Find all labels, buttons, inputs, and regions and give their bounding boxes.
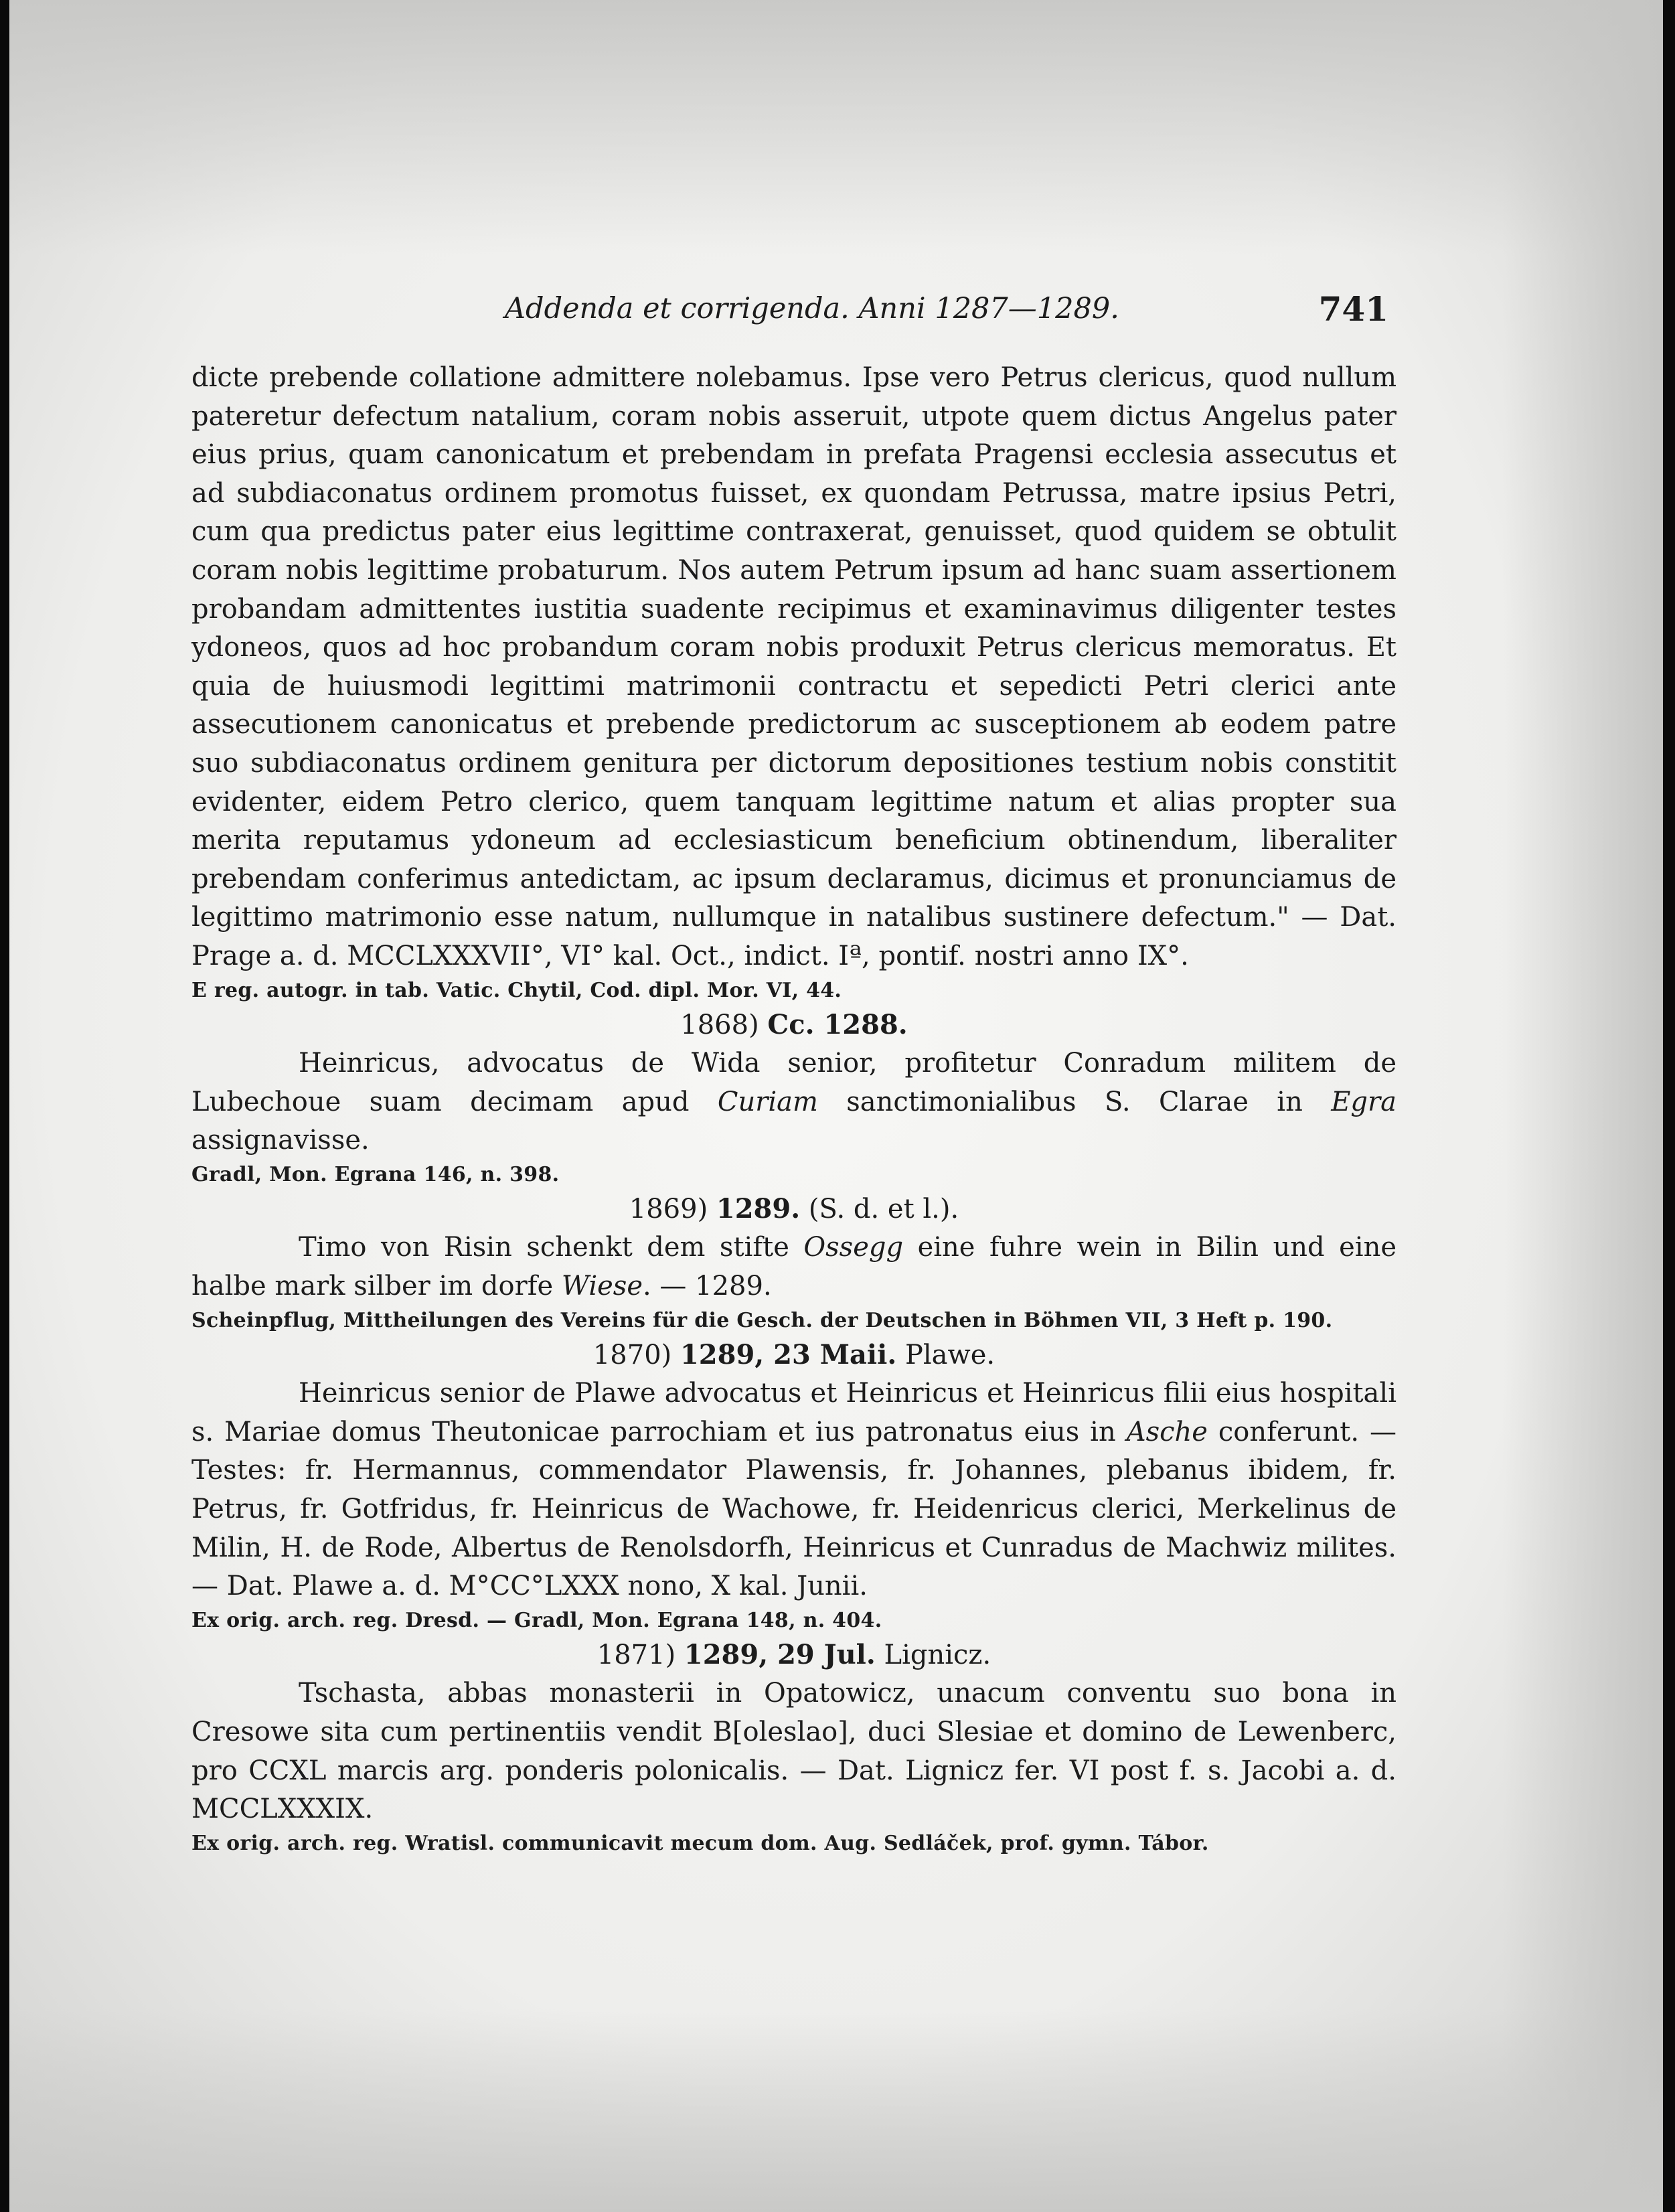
bottom-shadow (9, 2008, 1663, 2212)
entry-text: Heinricus, advocatus de Wida senior, profitetur Conradum militem de Lubechoue suam decimam apud Curiam sanctimonialibus S. Clarae in Egra assignavisse. (191, 1048, 1397, 1156)
entry-heading: 1868) Cc. 1288. (680, 1008, 908, 1040)
running-title: Addenda et corrigenda. Anni 1287—1289. (505, 292, 1119, 325)
source-note: Ex orig. arch. reg. Wratisl. communicavit mecum dom. Aug. Sedláček, prof. gymn. Tábor. (191, 1831, 1209, 1855)
top-shadow (9, 0, 1663, 254)
entry-heading: 1869) 1289. (S. d. et l.). (629, 1192, 959, 1224)
scanned-page (9, 0, 1663, 2212)
source-note: E reg. autogr. in tab. Vatic. Chytil, Cod. dipl. Mor. VI, 44. (191, 978, 842, 1002)
page-content (191, 359, 1397, 1859)
entry-text: Heinricus senior de Plawe advocatus et Heinricus et Heinricus filii eius hospitali s. Mariae domus Theutonicae parrochiam et ius patronatus eius in Asche conferunt. — Testes: fr. Hermannus, commendator Plawensis, fr. Johannes, plebanus ibidem, fr. Petrus, fr. Gotfridus, fr. Heinricus de Wachowe, fr. Heidenricus clerici, Merkelinus de Milin, H. de Rode, Albertus de Renolsdorfh, Heinricus et Cunradus de Machwiz milites. — Dat. Plawe a. d. M°CC°LXXX nono, X kal. Junii. (191, 1378, 1397, 1602)
entry-heading: 1871) 1289, 29 Jul. Lignicz. (596, 1638, 991, 1670)
entry-heading: 1870) 1289, 23 Maii. Plawe. (592, 1338, 995, 1370)
source-note: Scheinpflug, Mittheilungen des Vereins für die Gesch. der Deutschen in Böhmen VII, 3 Heft p. 190. (191, 1308, 1333, 1332)
source-note: Ex orig. arch. reg. Dresd. — Gradl, Mon. Egrana 148, n. 404. (191, 1608, 882, 1632)
page-number: 741 (1318, 289, 1388, 329)
source-note: Gradl, Mon. Egrana 146, n. 398. (191, 1162, 560, 1186)
running-header (505, 289, 1402, 332)
entry-text: Timo von Risin schenkt dem stifte Ossegg eine fuhre wein in Bilin und eine halbe mark silber im dorfe Wiese. — 1289. (191, 1232, 1397, 1302)
right-shadow (1502, 0, 1663, 2212)
entry-text: Tschasta, abbas monasterii in Opatowicz, unacum conventu suo bona in Cresowe sita cum pertinentiis vendit B[oleslao], duci Slesiae et domino de Lewenberc, pro CCXL marcis arg. ponderis polonicalis. — Dat. Lignicz fer. VI post f. s. Jacobi a. d. MCCLXXXIX. (191, 1678, 1397, 1825)
continued-text: dicte prebende collatione admittere nolebamus. Ipse vero Petrus clericus, quod nullum pateretur defectum natalium, coram nobis asseruit, utpote quem dictus Angelus pater eius prius, quam canonicatum et prebendam in prefata Pragensi ecclesia assecutus et ad subdiaconatus ordinem promotus fuisset, ex quondam Petrussa, matre ipsius Petri, cum qua predictus pater eius legittime contraxerat, genuisset, quod quidem se obtulit coram nobis legittime probaturum. Nos autem Petrum ipsum ad hanc suam assertionem probandam admittentes iustitia suadente recipimus et examinavimus diligenter testes ydoneos, quos ad hoc probandum coram nobis produxit Petrus clericus memoratus. Et quia de huiusmodi legittimi matrimonii contractu et sepedicti Petri clerici ante assecutionem canonicatus et prebende predictorum ac susceptionem ab eodem patre suo subdiaconatus ordinem genitura per dictorum depositiones testium nobis constitit evidenter, eidem Petro clerico, quem tanquam legittime natum et alias propter sua merita reputamus ydoneum ad ecclesiasticum beneficium obtinendum, liberaliter prebendam conferimus antedictam, ac ipsum declaramus, dicimus et pronunciamus de legittimo matrimonio esse natum, nullumque in natalibus sustinere defectum." — Dat. Prage a. d. MCCLXXXVII°, VI° kal. Oct., indict. Iª, pontif. nostri anno IX°. (191, 362, 1397, 971)
